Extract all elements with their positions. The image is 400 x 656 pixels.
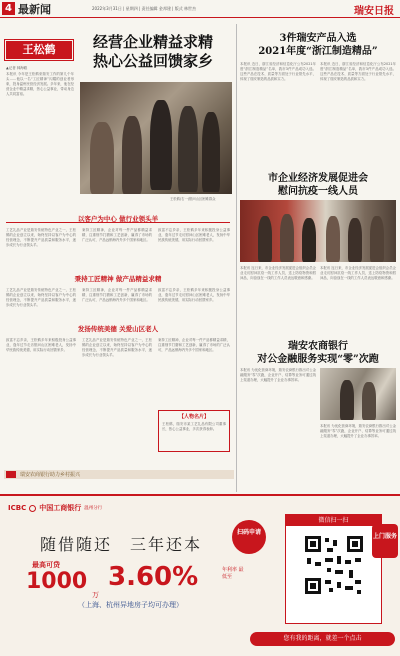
max-loan-unit: 万: [92, 591, 99, 599]
ad-top-rule: [0, 494, 400, 496]
newspaper-logo: 瑞安日报: [354, 6, 394, 17]
name-seal: 王松鹤: [6, 41, 72, 59]
door-service-badge[interactable]: 上门服务: [372, 524, 398, 558]
side2-body-col2: 本报讯 连日来，市企业经济发展促进会组织会员企业走访慰问抗疫一线工作人员，送上防疫物资和慰问品，向奋战在一线的工作人员表达敬意和感谢。: [320, 266, 396, 281]
side3-photo: [320, 368, 396, 420]
max-loan-amount: 1000: [26, 569, 88, 594]
side2-body-col1: 本报讯 连日来，市企业经济发展促进会组织会员企业走访慰问抗疫一线工作人员，送上防疫物资和慰问品，向奋战在一线的工作人员表达敬意和感谢。: [240, 266, 316, 281]
lead-body-col1c: 致富不忘乡亲，王松鹤多年来积极投身公益事业，逢年过节走访慰问山区困难老人，发扬中华民族传统美德，用实际行动回馈家乡。: [6, 338, 76, 353]
subhead-2: 秉持工匠精神 做产品精益求精: [74, 275, 162, 283]
qr-code-icon[interactable]: [303, 534, 365, 596]
side3-headline-line2: 对公金融服务实现“零”次跑: [257, 354, 379, 365]
ad-rate: 3.60%: [108, 562, 199, 592]
qr-title: 微信扫一扫: [286, 515, 381, 526]
lead-headline: [78, 33, 228, 71]
bank-emblem-icon: [29, 505, 36, 512]
author-line: ▲记者 林海聪: [6, 66, 28, 70]
side3-body-col2: 本报讯 为优化营商环境，瑞安农商银行推出对公金融服务“零”次跑，企业开户、结算等业务可通过线上渠道办理，大幅提升了企业办事效率。: [320, 424, 396, 439]
subhead-3: 发扬传统美德 关爱山区老人: [77, 325, 159, 333]
lead-body-col2b: 秉持工匠精神，企业对每一件产品都精益求精，注重细节打磨和工艺创新，赢得了市场的广泛认可，产品远销海内外多个国家和地区。: [82, 288, 152, 303]
bank-branch: 温州分行: [84, 506, 103, 511]
lead-body-col3c: 秉持工匠精神，企业对每一件产品都精益求精，注重细节打磨和工艺创新，赢得了市场的广泛认可，产品远销海内外多个国家和地区。: [158, 338, 230, 353]
side2-photo: [240, 200, 396, 262]
lead-body-col2c: 工艺礼品产业是瑞安传统特色产业之一，王松鹤的企业创立以来，始终坚持以客户为中心的经营理念，不断提升产品质量和服务水平，逐步成长为行业领头羊。: [82, 338, 152, 358]
bank-logo-group: [8, 503, 102, 513]
profile-tag: 【人物名片】: [178, 414, 209, 420]
lead-intro: 本报讯 今年是王松鹤来瑞安工作的第几个年头……他以一名“工匠精神”闪耀的创业者形象，投身温州民营经济发展。多年来，他在经营企业中精益求精，热心公益事业，带动身边人共同富裕。: [6, 72, 74, 97]
subhead-1: 以客户为中心 做行业领头羊: [77, 215, 159, 223]
side2-headline-line2: 慰问抗疫一线人员: [278, 186, 358, 197]
profile-text: 王松鹤，瑞安市某工艺礼品有限公司董事长，热心公益事业，多次获得表彰。: [162, 422, 226, 432]
issue-meta: 2022年3月31日 | 星期四 | 责任编辑 金邦建 | 版式 林世杰: [92, 6, 197, 11]
ad-slogan: 随借随还 三年还本: [40, 535, 203, 554]
bank-logo: ICBC: [8, 504, 27, 512]
profile-box: [158, 410, 230, 452]
side2-headline-line1: 市企业经济发展促进会: [268, 173, 368, 184]
ad-bottom-banner[interactable]: 您有我的距离，就差一个点击: [250, 632, 395, 646]
side1-headline-line1: 3件瑞安产品入选: [279, 33, 357, 44]
promo-strip: [4, 470, 234, 479]
lead-body-col1b: 工艺礼品产业是瑞安传统特色产业之一，王松鹤的企业创立以来，始终坚持以客户为中心的经营理念，不断提升产品质量和服务水平，逐步成长为行业领头羊。: [6, 288, 76, 308]
side3-body-col1: 本报讯 为优化营商环境，瑞安农商银行推出对公金融服务“零”次跑，企业开户、结算等业务可通过线上渠道办理，大幅提升了企业办事效率。: [240, 368, 316, 383]
side3-headline-line1: 瑞安农商银行: [288, 341, 348, 352]
ad-rate-label: 年利率 最低至: [222, 567, 244, 580]
page-header: [0, 0, 400, 18]
lead-photo-caption: 王松鹤(右一)慰问山区困难群众: [170, 197, 216, 201]
lead-headline-line1: 经营企业精益求精: [92, 33, 213, 51]
lead-photo: [80, 82, 232, 194]
lead-body-col2: 秉持工匠精神，企业对每一件产品都精益求精，注重细节打磨和工艺创新，赢得了市场的广泛认可，产品远销海内外多个国家和地区。: [82, 228, 152, 243]
max-loan-label: 最高可贷: [32, 561, 60, 569]
page-number: 4: [2, 2, 15, 15]
lead-body-col3: 致富不忘乡亲，王松鹤多年来积极投身公益事业，逢年过节走访慰问山区困难老人，发扬中华民族传统美德，用实际行动回馈家乡。: [158, 228, 230, 243]
strip-badge: [6, 471, 16, 478]
scan-apply-badge[interactable]: 扫码申请: [232, 520, 266, 554]
qr-card[interactable]: [285, 514, 382, 624]
bank-name: 中国工商银行: [39, 504, 82, 512]
lead-headline-line2: 热心公益回馈家乡: [92, 52, 213, 70]
lead-body-col1: 工艺礼品产业是瑞安传统特色产业之一，王松鹤的企业创立以来，始终坚持以客户为中心的经营理念，不断提升产品质量和服务水平，逐步成长为行业领头羊。: [6, 228, 76, 248]
side3-headline: [240, 340, 396, 366]
header-rule: [0, 17, 400, 18]
lead-body-col3b: 致富不忘乡亲，王松鹤多年来积极投身公益事业，逢年过节走访慰问山区困难老人，发扬中华民族传统美德，用实际行动回馈家乡。: [158, 288, 230, 303]
ad-note: （上海、杭州异地房子均可办理）: [78, 601, 183, 609]
strip-text: 瑞安农商银行助力乡村振兴: [20, 472, 81, 478]
side1-body-col1: 本报讯 近日，浙江省经济和信息化厅公布2021年度“浙江制造精品”名单，我市3件产品成功入选。这些产品在技术、质量等方面处于行业领先水平，体现了瑞安制造的品质和实力。: [240, 62, 316, 82]
side2-headline: [240, 172, 396, 198]
side1-body-col2: 本报讯 近日，浙江省经济和信息化厅公布2021年度“浙江制造精品”名单，我市3件产品成功入选。这些产品在技术、质量等方面处于行业领先水平，体现了瑞安制造的品质和实力。: [320, 62, 396, 82]
side1-headline: [240, 32, 396, 58]
max-loan-group: [26, 560, 88, 594]
column-divider: [236, 24, 237, 492]
section-title: 最新闻: [18, 3, 51, 16]
side1-headline-line2: 2021年度“浙江制造精品”: [258, 46, 378, 57]
